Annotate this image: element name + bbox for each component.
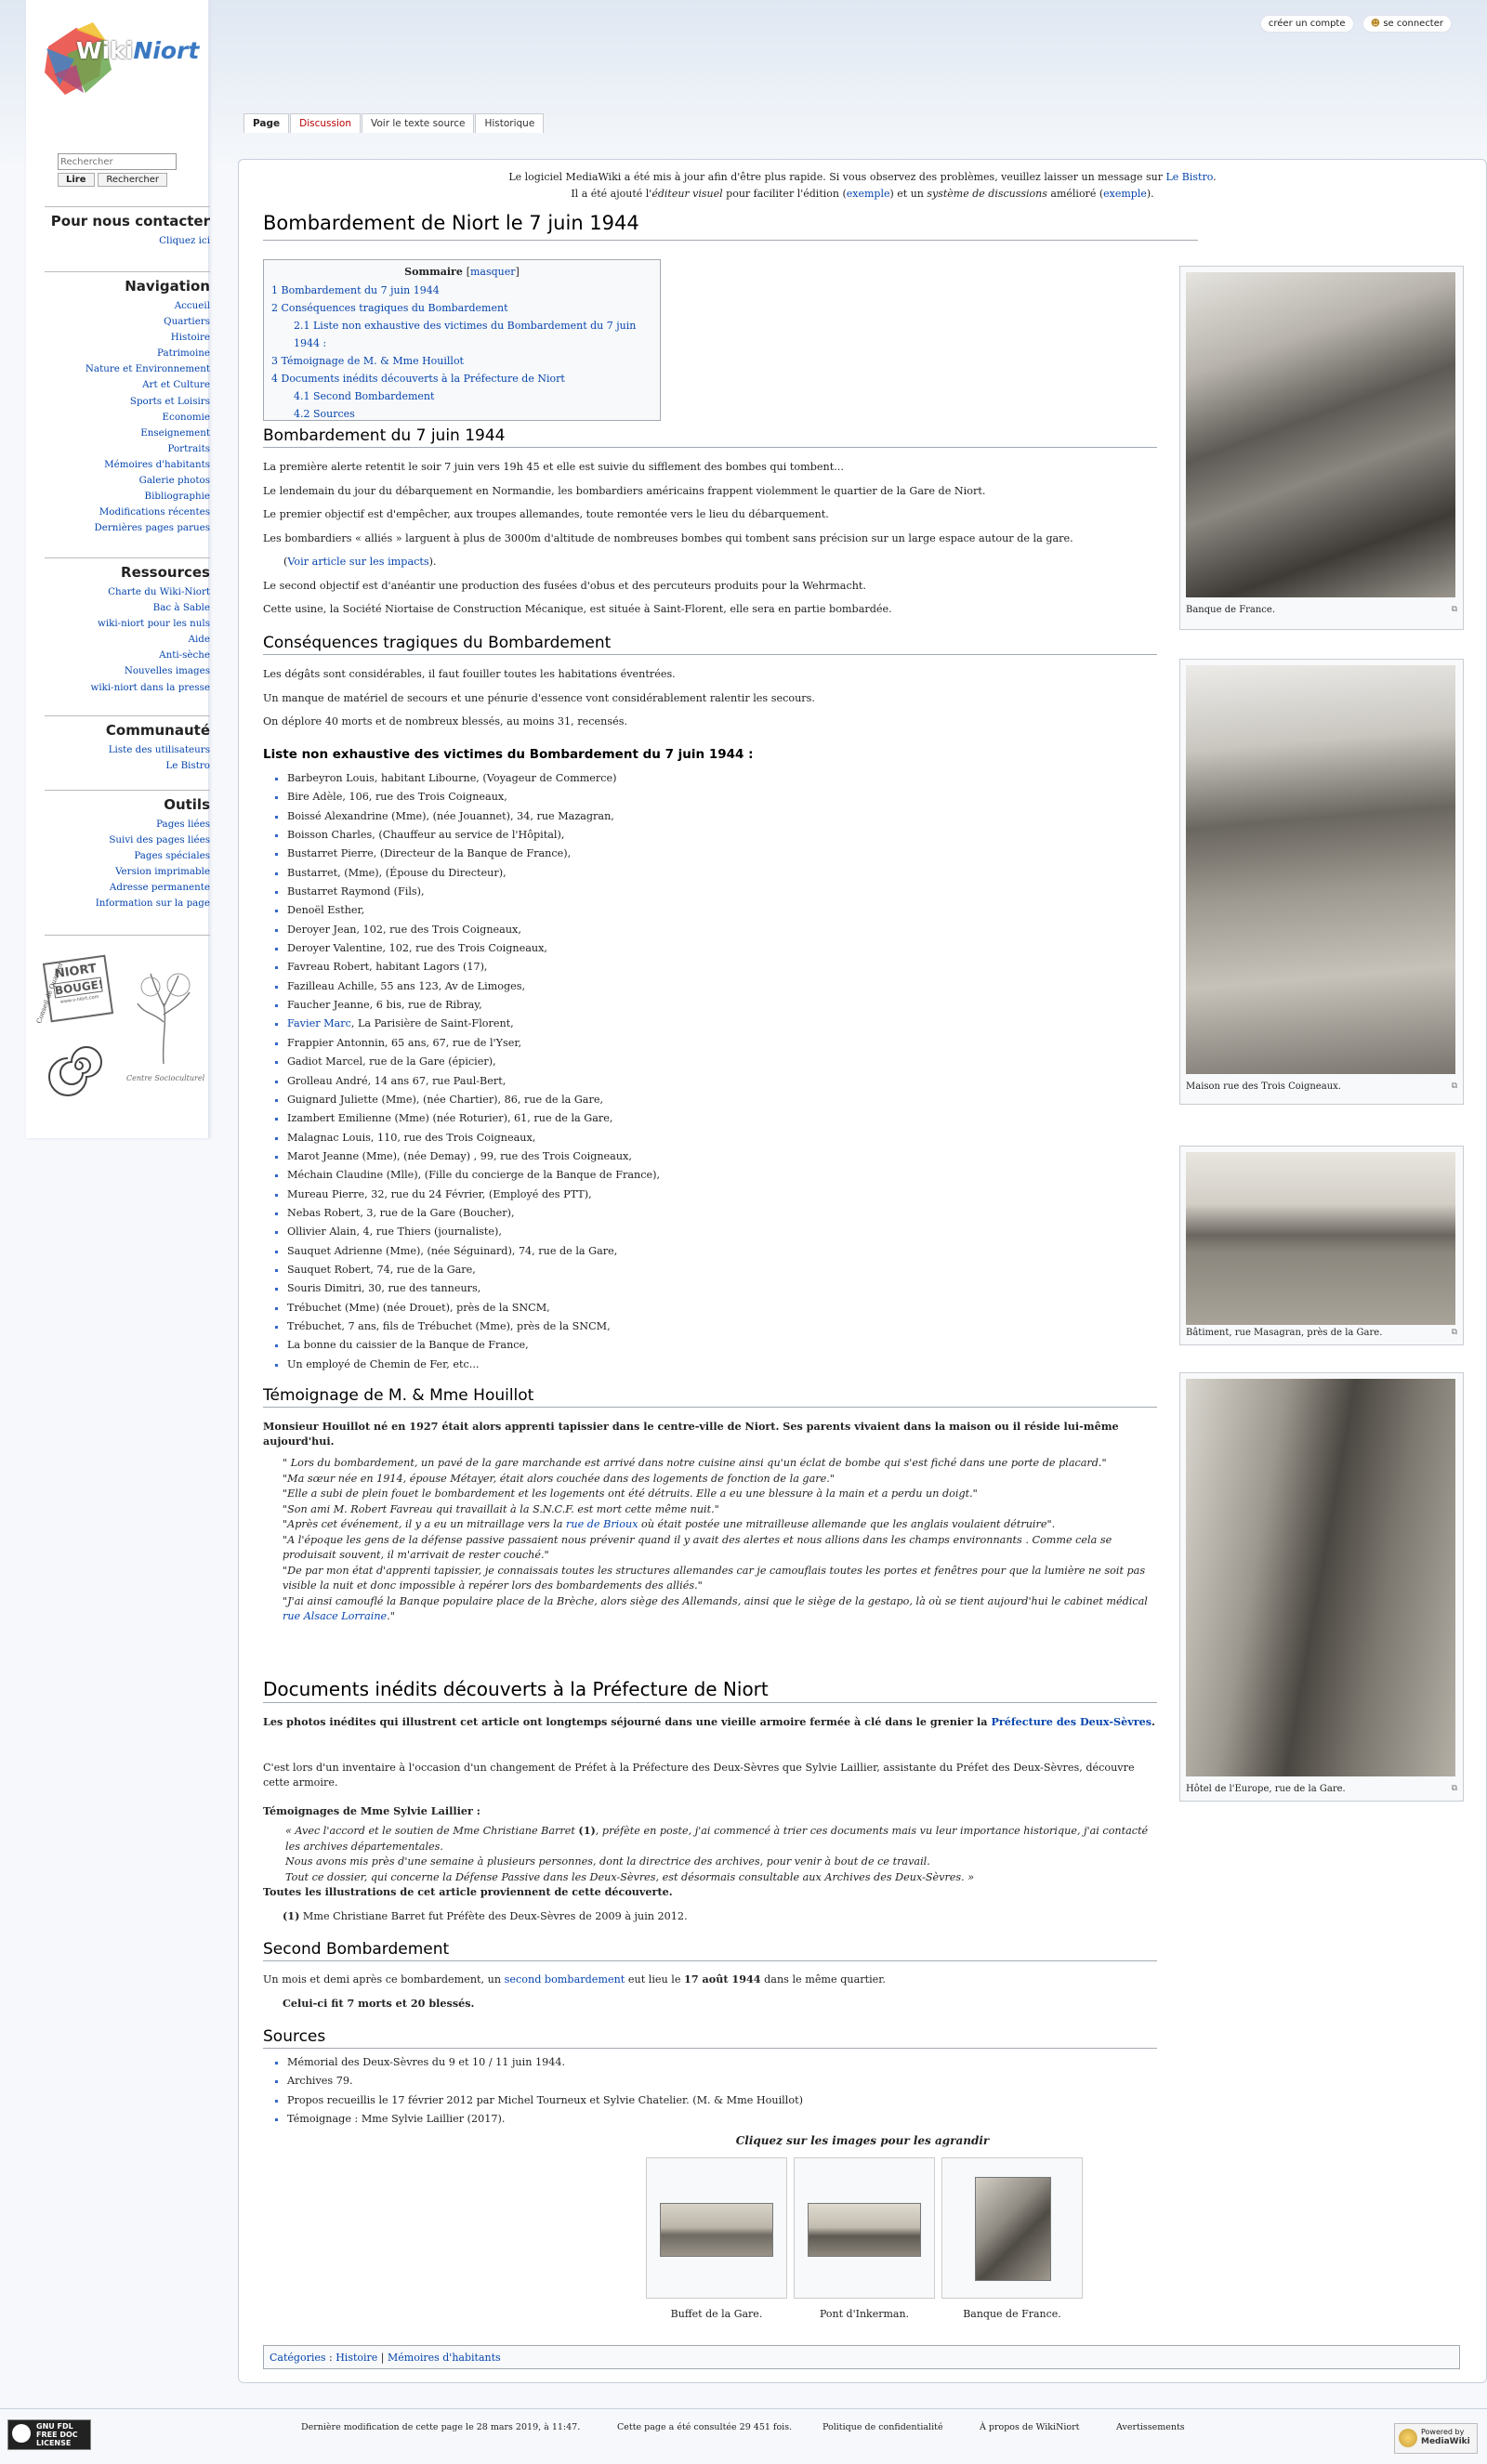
portal-contact: [45, 206, 210, 249]
tab-page[interactable]: Page: [243, 113, 289, 133]
list-item: ▪ Méchain Claudine (Mlle), (Fille du concierge de la Banque de France),: [287, 1166, 660, 1185]
spiral-logo-icon[interactable]: [45, 1031, 113, 1100]
paragraph-text: Les photos inédites qui illustrent cet article ont longtemps séjourné dans une vieille armoire fermée à clé dans le grenier la: [263, 1715, 992, 1728]
toc-item[interactable]: 2 Conséquences tragiques du Bombardement: [271, 302, 508, 314]
category-memoires[interactable]: Mémoires d'habitants: [388, 2352, 501, 2364]
sidebar-item[interactable]: Mémoires d'habitants: [104, 458, 210, 470]
list-item: ▪ Boissé Alexandrine (Mme), (née Jouannet), 34, rue Mazagran,: [287, 807, 660, 826]
sidebar-item[interactable]: Enseignement: [140, 426, 210, 439]
section-heading: Documents inédits découverts à la Préfecture de Niort: [263, 1678, 1157, 1703]
list-item: ▪ Bustarret Pierre, (Directeur de la Banque de France),: [287, 845, 660, 863]
enlarge-icon[interactable]: ⧉: [1451, 1784, 1457, 1793]
table-of-contents: [263, 259, 661, 421]
portal-title: Communauté: [45, 715, 210, 739]
sidebar-item[interactable]: Art et Culture: [142, 379, 210, 391]
list-item: ▪ Souris Dimitri, 30, rue des tanneurs,: [287, 1279, 660, 1298]
disclaimer-link[interactable]: Avertissements: [1116, 2422, 1185, 2432]
list-item: ▪ Faucher Jeanne, 6 bis, rue de Ribray,: [287, 996, 660, 1015]
paragraph-text: eut lieu le: [625, 1973, 685, 1986]
portal-ressources: [45, 557, 210, 696]
paragraph-text: dans le même quartier.: [760, 1973, 886, 1986]
list-item: ▪ Bire Adèle, 106, rue des Trois Coigneaux,: [287, 788, 660, 806]
mediawiki-flower-icon: [1399, 2429, 1417, 2447]
paragraph-text: Un mois et demi après ce bombardement, un: [263, 1973, 505, 1986]
sidebar-item[interactable]: Nouvelles images: [124, 665, 210, 677]
mediawiki-line: Powered by: [1421, 2428, 1465, 2436]
toc-item[interactable]: 4.1 Second Bombardement: [294, 390, 435, 402]
site-logo[interactable]: [39, 19, 206, 102]
list-item: ▪ Guignard Juliette (Mme), (née Chartier), 86, rue de la Gare,: [287, 1091, 660, 1109]
title-divider: [263, 240, 1198, 241]
powered-by-mediawiki-badge[interactable]: [1394, 2423, 1478, 2454]
list-item: ▪ Barbeyron Louis, habitant Libourne, (Voyageur de Commerce): [287, 769, 660, 788]
list-item: ▪ Favreau Robert, habitant Lagors (17),: [287, 958, 660, 976]
quote: "A l'époque les gens de la défense passive passaient nous prévenir quand il y avait des alertes et nous allions dans les champs environnants . Comme cela se produisait souvent, il m'arrivait de rester couché.": [283, 1533, 1112, 1561]
list-item: ▪ Témoignage : Mme Sylvie Laillier (2017).: [287, 2110, 803, 2129]
list-item: ▪ Gadiot Marcel, rue de la Gare (épicier),: [287, 1053, 660, 1071]
mediawiki-line: MediaWiki: [1421, 2437, 1470, 2446]
quote-text: .": [387, 1610, 395, 1622]
quote: Tout ce dossier, qui concerne la Défense Passive dans les Deux-Sèvres, est désormais consultable aux Archives des Deux-Sèvres. »: [285, 1870, 975, 1883]
quote: [285, 1823, 1159, 1855]
victims-list: [276, 769, 660, 1374]
quote-text: "J'ai ainsi camouflé la Banque populaire place de la Brèche, alors siège des Allemands, ainsi que le siège de la gestapo, là où se tient aujourd'hui le cabinet médical: [283, 1594, 1148, 1607]
sidebar-item[interactable]: Quartiers: [164, 316, 210, 328]
sidebar-item[interactable]: Accueil: [174, 300, 210, 311]
portal-title: Navigation: [45, 271, 210, 295]
notice-text: amélioré (: [1046, 188, 1104, 200]
tab-discussion[interactable]: Discussion: [290, 113, 361, 133]
thumbnail-figure: [1179, 1146, 1464, 1345]
section-heading: Second Bombardement: [263, 1940, 1157, 1961]
list-item: ▪ Deroyer Valentine, 102, rue des Trois Coigneaux,: [287, 939, 660, 958]
list-item: ▪ Sauquet Adrienne (Mme), (née Séguinard), 74, rue de la Gare,: [287, 1242, 660, 1261]
list-item: ▪ Bustarret, (Mme), (Épouse du Directeur),: [287, 864, 660, 883]
tab-view-source[interactable]: Voir le texte source: [362, 113, 474, 133]
user-icon: ☻: [1370, 19, 1381, 29]
gallery-caption: Banque de France.: [963, 2308, 1061, 2320]
login-label: se connecter: [1383, 19, 1443, 29]
quote: [283, 1517, 1156, 1533]
sidebar-item[interactable]: Galerie photos: [138, 475, 210, 487]
sidebar-item[interactable]: Bibliographie: [144, 491, 210, 503]
prefecture-link[interactable]: Préfecture des Deux-Sèvres: [991, 1715, 1152, 1728]
toc-hide-link[interactable]: masquer: [469, 266, 516, 278]
tree-drawing-icon: [126, 966, 201, 1068]
thumbnail-image[interactable]: [1186, 272, 1455, 597]
notice-text: Le logiciel MediaWiki a été mis à jour afin d'être plus rapide. Si vous observez des problèmes, veuillez laisser un message sur: [508, 171, 1166, 183]
footnote-number: (1): [283, 1909, 300, 1922]
gfdl-line: FREE DOC: [36, 2431, 78, 2439]
sidebar-item[interactable]: Charte du Wiki-Niort: [108, 586, 210, 597]
portal-navigation: [45, 271, 210, 536]
logo-text-niort: Niort: [133, 37, 200, 64]
thumbnail-caption: Bâtiment, rue Masagran, près de la Gare.: [1186, 1328, 1383, 1338]
site-notice: [239, 169, 1486, 203]
date-text: 17 août 1944: [684, 1973, 761, 1986]
thumbnail-figure: [1179, 659, 1464, 1105]
list-item: ▪ Bustarret Raymond (Fils),: [287, 883, 660, 901]
login-link[interactable]: [1362, 15, 1452, 33]
sidebar-item[interactable]: Anti-sèche: [159, 649, 210, 662]
notice-text: .: [1213, 171, 1217, 183]
quote: "De par mon état d'apprenti tapissier, je connaissais toutes les structures allemandes car je camouflais toutes les portes et fenêtres pour que la lumière ne soit pas visible la nuit et donc impossible à repérer lors des bombardements des alliés.": [283, 1564, 1146, 1592]
gallery-item[interactable]: [646, 2157, 787, 2299]
gallery-image[interactable]: [975, 2177, 1051, 2281]
thumbnail-figure: [1179, 1372, 1464, 1802]
laillier-quotes: [285, 1823, 1159, 1885]
gallery-item[interactable]: [941, 2157, 1083, 2299]
quote: "Son ami M. Robert Favreau qui travaillait à la S.N.C.F. est mort cette même nuit.": [283, 1502, 719, 1515]
list-item: ▪ Izambert Emilienne (Mme) (née Roturier), 61, rue de la Gare,: [287, 1109, 660, 1128]
quote-text: "Après cet événement, il y a eu un mitraillage vers la: [283, 1518, 567, 1530]
about-link[interactable]: À propos de WikiNiort: [980, 2422, 1080, 2432]
sources-list: [276, 2053, 803, 2129]
sidebar-item[interactable]: Suivi des pages liées: [109, 834, 210, 846]
quote-text: « Avec l'accord et le soutien de Mme Christiane Barret: [285, 1825, 579, 1837]
sidebar-item[interactable]: Information sur la page: [95, 898, 210, 910]
partner-url-text: www.v-niort.com: [59, 993, 99, 1005]
quote: Nous avons mis près d'une semaine à plusieurs personnes, dont la directrice des archives, pour venir à bout de ce travail.: [285, 1855, 930, 1868]
enlarge-icon[interactable]: ⧉: [1451, 605, 1457, 614]
gfdl-line: LICENSE: [36, 2439, 72, 2447]
list-item: ▪ Mureau Pierre, 32, rue du 24 Février, (Employé des PTT),: [287, 1186, 660, 1204]
thumbnail-image[interactable]: [1186, 1152, 1455, 1325]
thumbnail-image[interactable]: [1186, 1379, 1455, 1776]
list-item: ▪ Archives 79.: [287, 2072, 803, 2090]
list-item: ▪ Frappier Antonnin, 65 ans, 67, rue de l'Yser,: [287, 1034, 660, 1053]
gfdl-license-badge[interactable]: [7, 2419, 91, 2450]
quote-text: , préfète en poste, j'ai commencé à trier ces documents mais vu leur importance historique, j'ai contacté les archives départementales.: [285, 1825, 1149, 1853]
testimony-title: Témoignages de Mme Sylvie Laillier :: [263, 1804, 480, 1817]
partner-conseil-text: Conseil de Quartier: [35, 961, 65, 1025]
list-item: ▪ Denoël Esther,: [287, 901, 660, 920]
list-item: ▪ La bonne du caissier de la Banque de France,: [287, 1336, 660, 1355]
gallery-title: Cliquez sur les images pour les agrandir: [735, 2134, 990, 2147]
notice-emphasis: éditeur visuel: [651, 188, 723, 200]
sidebar-item[interactable]: Liste des utilisateurs: [108, 744, 210, 755]
paragraph: On déplore 40 morts et de nombreux blessés, au moins 31, recensés.: [263, 715, 627, 727]
paragraph: Le second objectif est d'anéantir une production des fusées d'obus et des percuteurs produits pour la Wehrmacht.: [263, 579, 866, 592]
paragraph: Le premier objectif est d'empêcher, aux troupes allemandes, toute remontée vers le lieu du débarquement.: [263, 508, 829, 520]
example-link[interactable]: exemple: [1103, 188, 1147, 200]
enlarge-icon[interactable]: ⧉: [1451, 1081, 1457, 1091]
list-item: ▪ Marot Jeanne (Mme), (née Demay) , 99, rue des Trois Coigneaux,: [287, 1147, 660, 1166]
list-item: ▪ Nebas Robert, 3, rue de la Gare (Boucher),: [287, 1204, 660, 1223]
gfdl-text: [36, 2422, 78, 2447]
toc-item[interactable]: 1 Bombardement du 7 juin 1944: [271, 284, 440, 296]
paragraph: Celui-ci fit 7 morts et 20 blessés.: [283, 1997, 475, 2010]
list-item: ▪ Ollivier Alain, 4, rue Thiers (journaliste),: [287, 1223, 660, 1241]
thumbnail-figure: [1179, 266, 1464, 630]
sidebar-item[interactable]: Patrimoine: [157, 347, 210, 360]
last-modified: Dernière modification de cette page le 28 mars 2019, à 11:47.: [301, 2422, 581, 2432]
section-2-body: [263, 662, 1157, 734]
list-item: ▪ Deroyer Jean, 102, rue des Trois Coigneaux,: [287, 921, 660, 939]
paragraph: Les dégâts sont considérables, il faut fouiller toutes les habitations éventrées.: [263, 668, 676, 680]
portal-outils: [45, 790, 210, 912]
second-bombardement-link[interactable]: second bombardement: [504, 1973, 625, 1986]
subsection-heading: Liste non exhaustive des victimes du Bombardement du 7 juin 1944 :: [263, 747, 754, 762]
section-1-body: [263, 455, 1157, 622]
list-item: ▪ Propos recueillis le 17 février 2012 par Michel Tourneux et Sylvie Chatelier. (M. & Mme Houillot): [287, 2091, 803, 2110]
category-histoire[interactable]: Histoire: [336, 2352, 378, 2364]
rue-alsace-lorraine-link[interactable]: rue Alsace Lorraine: [283, 1610, 388, 1622]
sidebar-item[interactable]: Modifications récentes: [99, 506, 210, 518]
page-title: Bombardement de Niort le 7 juin 1944: [263, 212, 639, 234]
paragraph: Toutes les illustrations de cet article proviennent de cette découverte.: [263, 1885, 673, 1898]
user-links: [1255, 15, 1452, 33]
search-button[interactable]: Rechercher: [98, 173, 167, 187]
toc-item[interactable]: 2.1 Liste non exhaustive des victimes du Bombardement du 7 juin 1944 :: [294, 320, 637, 349]
bistro-link[interactable]: Le Bistro: [1165, 171, 1214, 183]
notice-text: ).: [1146, 188, 1154, 200]
footer: [0, 2408, 1487, 2450]
search-input[interactable]: [58, 153, 177, 170]
partner-centre-text: Centre Socioculturel: [126, 1074, 205, 1082]
sidebar-item[interactable]: Pages liées: [156, 819, 210, 830]
gallery-caption: Buffet de la Gare.: [670, 2308, 763, 2320]
list-item: ▪ Fazilleau Achille, 55 ans 123, Av de Limoges,: [287, 977, 660, 996]
sidebar-item[interactable]: Aide: [188, 634, 210, 646]
quote: " Lors du bombardement, un pavé de la gare marchande est arrivé dans notre cuisine ainsi qu'un éclat de bombe qui s'est fiché dans une porte de placard.": [283, 1457, 1107, 1469]
view-count: Cette page a été consultée 29 451 fois.: [617, 2422, 793, 2432]
paragraph-text: .: [1151, 1715, 1155, 1728]
gallery-caption: Pont d'Inkerman.: [819, 2308, 910, 2320]
paragraph: Un manque de matériel de secours et une pénurie d'essence vont considérablement ralentir les secours.: [263, 691, 815, 704]
list-item: ▪ Sauquet Robert, 74, rue de la Gare,: [287, 1261, 660, 1279]
mediawiki-text: [1421, 2428, 1470, 2446]
categories-link[interactable]: Catégories: [270, 2352, 326, 2364]
example-link[interactable]: exemple: [846, 188, 890, 200]
sidebar: [26, 0, 209, 1138]
quote-text: où était postée une mitrailleuse allemande que les anglais voulaient détruire".: [638, 1518, 1056, 1530]
paragraph: La première alerte retentit le soir 7 juin vers 19h 45 et elle est suivie du sifflement des bombes qui tombent...: [263, 461, 844, 473]
impacts-link[interactable]: Voir article sur les impacts: [287, 556, 429, 568]
gfdl-line: GNU FDL: [36, 2422, 73, 2431]
testimony-quotes: [283, 1456, 1156, 1625]
sidebar-item[interactable]: Version imprimable: [115, 866, 210, 878]
sidebar-item[interactable]: Histoire: [170, 332, 210, 344]
thumbnail-caption: Hôtel de l'Europe, rue de la Gare.: [1186, 1784, 1346, 1794]
sidebar-item[interactable]: Economie: [162, 411, 210, 423]
portal-title: Outils: [45, 790, 210, 813]
section-heading: Témoignage de M. & Mme Houillot: [263, 1386, 1157, 1408]
go-button[interactable]: Lire: [58, 173, 95, 187]
portal-title: Ressources: [45, 557, 210, 581]
paragraph: Cette usine, la Société Niortaise de Construction Mécanique, est située à Saint-Florent, elle sera en partie bombardée.: [263, 603, 892, 615]
sidebar-item[interactable]: Adresse permanente: [109, 882, 210, 894]
toc-item[interactable]: 4.2 Sources: [294, 408, 355, 420]
list-item: [287, 1015, 660, 1033]
gallery-image[interactable]: [660, 2203, 773, 2257]
list-item: ▪ Mémorial des Deux-Sèvres du 9 et 10 / 11 juin 1944.: [287, 2053, 803, 2072]
gallery-image[interactable]: [808, 2203, 921, 2257]
sidebar-item[interactable]: Nature et Environnement: [85, 363, 210, 375]
list-item: ▪ Trébuchet, 7 ans, fils de Trébuchet (Mme), près de la SNCM,: [287, 1317, 660, 1336]
quote: [283, 1594, 1156, 1625]
partner-bouge-text: BOUGE!: [54, 977, 105, 998]
gallery-item[interactable]: [794, 2157, 935, 2299]
toc-item[interactable]: 4 Documents inédits découverts à la Préfecture de Niort: [271, 373, 565, 385]
privacy-link[interactable]: Politique de confidentialité: [822, 2422, 943, 2432]
notice-text: Il a été ajouté l': [571, 188, 652, 200]
footnote-text: Mme Christiane Barret fut Préfète des Deux-Sèvres de 2009 à juin 2012.: [299, 1910, 688, 1922]
paragraph: (Voir article sur les impacts).: [283, 556, 437, 568]
search-box: [58, 153, 216, 187]
list-item: ▪ Un employé de Chemin de Fer, etc...: [287, 1356, 660, 1374]
toc-hide-wrap: [masquer]: [466, 266, 520, 278]
enlarge-icon[interactable]: ⧉: [1451, 1328, 1457, 1337]
quote: "Elle a subi de plein fouet le bombardement et les logements ont été détruits. Elle a eu une blessure à la main et a perdu un doigt.": [283, 1488, 978, 1500]
sidebar-item[interactable]: Dernières pages parues: [94, 522, 210, 534]
quote: "Ma sœur née en 1914, épouse Métayer, était alors couchée dans des logements de fonction de la gare.": [283, 1472, 835, 1485]
notice-text: ) et un: [889, 188, 928, 200]
logo-text-wiki: Wiki: [76, 37, 134, 64]
thumbnail-image[interactable]: [1186, 665, 1455, 1074]
sidebar-item[interactable]: Le Bistro: [165, 760, 210, 772]
testimony-intro: Monsieur Houillot né en 1927 était alors apprenti tapissier dans le centre-ville de Niort. Ses parents vivaient dans la maison ou il réside lui-même aujourd'hui.: [263, 1420, 1119, 1448]
list-item: ▪ Boisson Charles, (Chauffeur au service de l'Hôpital),: [287, 826, 660, 845]
sidebar-item-contact[interactable]: Cliquez ici: [159, 235, 210, 246]
sidebar-item[interactable]: Sports et Loisirs: [129, 395, 210, 407]
sidebar-item[interactable]: Portraits: [167, 442, 210, 454]
sidebar-item[interactable]: Pages spéciales: [134, 850, 210, 862]
create-account-link[interactable]: créer un compte: [1260, 15, 1354, 33]
paragraph: [263, 1972, 1157, 1987]
paragraph: Le lendemain du jour du débarquement en Normandie, les bombardiers américains frappent violemment le quartier de la Gare de Niort.: [263, 484, 986, 497]
thumbnail-caption: Maison rue des Trois Coigneaux.: [1186, 1081, 1341, 1092]
paragraph: [263, 1714, 1157, 1729]
toc-title: Sommaire: [404, 266, 463, 278]
page-tabs: [243, 113, 545, 133]
paragraph: Les bombardiers « alliés » larguent à plus de 3000m d'altitude de nombreuses bombes qui tombent sans précision sur un large espace autour de la gare.: [263, 531, 1073, 544]
sidebar-item[interactable]: Bac à Sable: [152, 602, 210, 614]
favier-marc-link[interactable]: Favier Marc: [287, 1017, 351, 1030]
paragraph: C'est lors d'un inventaire à l'occasion d'un changement de Préfet à la Préfecture des Deux-Sèvres que Sylvie Laillier, assistante du Préfet des Deux-Sèvres, découvre cette armoire.: [263, 1762, 1135, 1789]
list-item-text: , La Parisière de Saint-Florent,: [350, 1017, 514, 1030]
sidebar-divider: [45, 935, 210, 936]
section-heading: Sources: [263, 2027, 1157, 2049]
section-heading: Bombardement du 7 juin 1944: [263, 426, 1157, 448]
footnote-ref: (1): [578, 1824, 596, 1837]
notice-text: pour faciliter l'édition (: [722, 188, 847, 200]
rue-de-brioux-link[interactable]: rue de Brioux: [566, 1518, 638, 1530]
content-area: [238, 159, 1487, 2383]
tab-history[interactable]: Historique: [475, 113, 544, 133]
category-links: Catégories : Histoire | Mémoires d'habitants: [263, 2345, 1460, 2369]
toc-item[interactable]: 3 Témoignage de M. & Mme Houillot: [271, 355, 464, 367]
list-item: ▪ Trébuchet (Mme) (née Drouet), près de la SNCM,: [287, 1299, 660, 1317]
section-heading: Conséquences tragiques du Bombardement: [263, 634, 1157, 655]
notice-emphasis: système de discussions: [927, 188, 1047, 200]
footnote: [283, 1908, 1177, 1924]
portal-communaute: [45, 715, 210, 774]
list-item: ▪ Malagnac Louis, 110, rue des Trois Coigneaux,: [287, 1129, 660, 1147]
sidebar-item[interactable]: wiki-niort pour les nuls: [98, 618, 210, 630]
thumbnail-caption: Banque de France.: [1186, 605, 1276, 615]
partner-niort-text: NIORT: [54, 962, 98, 982]
gnu-head-icon: [12, 2424, 31, 2443]
list-item: ▪ Grolleau André, 14 ans 67, rue Paul-Bert,: [287, 1072, 660, 1091]
partner-logos: [35, 957, 208, 1134]
sidebar-item[interactable]: wiki-niort dans la presse: [90, 681, 210, 693]
portal-title: Pour nous contacter: [45, 206, 210, 229]
